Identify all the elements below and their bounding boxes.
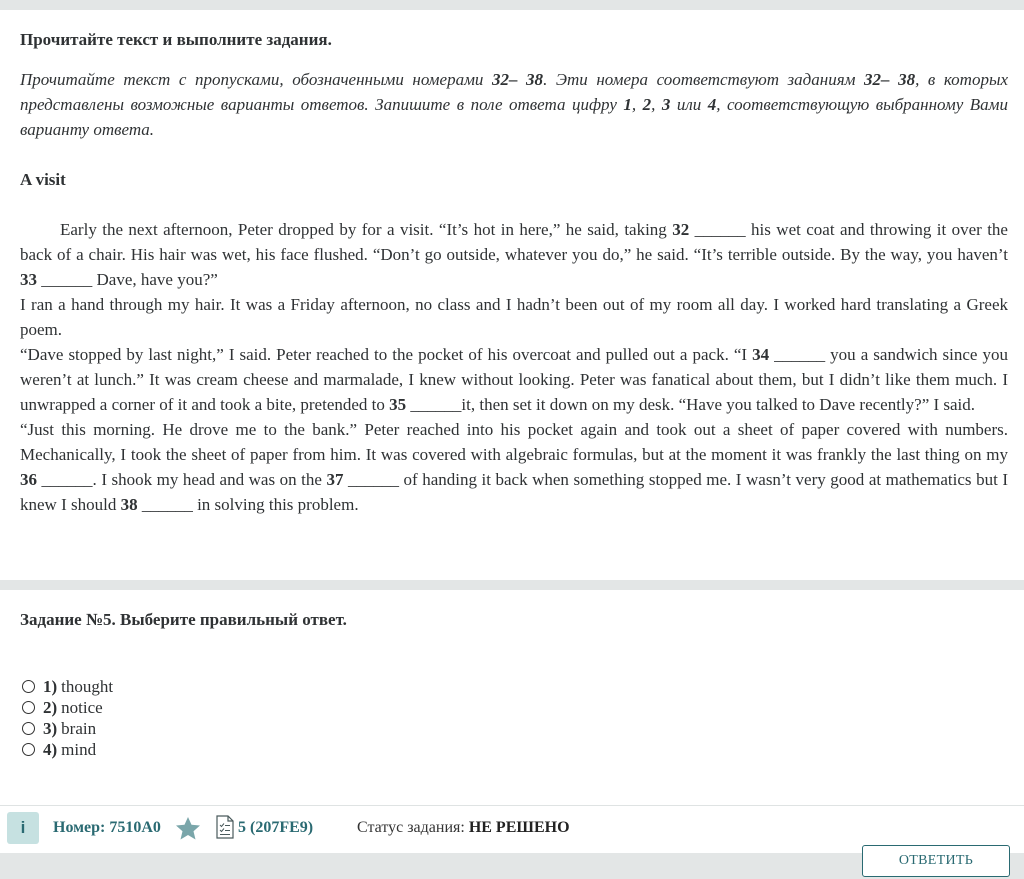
gap-number: 38	[120, 495, 138, 514]
option-text: brain	[61, 719, 97, 738]
intro-digit: 3	[661, 95, 671, 114]
story-text-run: ______it, then set it down on my desk. “Have you talked to Dave recently?” I said.	[406, 395, 976, 414]
option-text: notice	[61, 698, 103, 717]
story-paragraph	[20, 417, 1008, 517]
radio-button[interactable]	[22, 743, 35, 756]
story-text-run: ______ of handing it back when something stopped me. I wasn’t very good at mathematics but I knew I should	[20, 470, 1008, 514]
intro-text: Прочитайте текст с пропусками, обозначенными номерами	[20, 70, 492, 89]
story-text-run: “Dave stopped by last night,” I said. Peter reached to the pocket of his overcoat and pulled out a pack. “I	[20, 345, 753, 364]
story-paragraph	[20, 342, 1008, 417]
gap-number: 36	[20, 470, 37, 489]
story-text-run: ______. I shook my head and was on the	[37, 470, 327, 489]
variant-link[interactable]: 5 (207FE9)	[238, 819, 314, 836]
status-value: НЕ РЕШЕНО	[468, 819, 570, 836]
answer-options	[20, 676, 113, 760]
radio-button[interactable]	[22, 701, 35, 714]
story-text-run: Early the next afternoon, Peter dropped by for a visit. “It’s hot in here,” he said, taking	[60, 220, 673, 239]
task-status	[357, 819, 570, 837]
answer-option-2[interactable]	[20, 697, 113, 718]
intro-text: . Эти номера соответствуют заданиям	[543, 70, 865, 89]
top-strip	[0, 0, 1024, 10]
intro-digit: 4	[707, 95, 717, 114]
answer-button[interactable]: ОТВЕТИТЬ	[862, 845, 1010, 877]
intro-or: или	[670, 95, 708, 114]
gap-number: 37	[326, 470, 344, 489]
story-text-run: “Just this morning. He drove me to the bank.” Peter reached into his pocket again and took out a sheet of paper covered with numbers. Mechanically, I took the sheet of paper from him. It was covered with algebraic formulas, but at the moment it was frankly the last thing on my	[20, 420, 1008, 464]
intro-digit: 1	[623, 95, 632, 114]
intro-text: , в которых представлены возможные варианты ответов. Запишите в поле ответа цифру	[20, 70, 1009, 114]
answer-option-1[interactable]	[20, 676, 113, 697]
instruction-intro	[20, 67, 1008, 142]
story-text-run: ______ in solving this problem.	[137, 495, 359, 514]
status-label: Статус задания:	[357, 819, 465, 836]
option-number: 2)	[43, 698, 58, 717]
instruction-heading: Прочитайте текст и выполните задания.	[20, 30, 332, 49]
task-heading: Задание №5. Выберите правильный ответ.	[20, 610, 347, 629]
document-list-icon[interactable]	[215, 815, 235, 839]
gap-number: 34	[752, 345, 770, 364]
story-paragraph	[20, 217, 1008, 292]
intro-comma: ,	[651, 95, 662, 114]
gap-number: 35	[389, 395, 407, 414]
story-text-run: ______ Dave, have you?”	[37, 270, 218, 289]
intro-text: , соответствующую выбранному Вами варианту ответа.	[20, 95, 1009, 139]
story-text-run: ______ his wet coat and throwing it over the back of a chair. His hair was wet, his face flushed. “Don’t go outside, whatever you do,” he said. “It’s terrible outside. By the way, you haven’t	[20, 220, 1008, 264]
gap-number: 32	[672, 220, 690, 239]
intro-range: 32– 38	[864, 70, 916, 89]
task-number: Номер: 7510A0	[53, 819, 161, 836]
radio-button[interactable]	[22, 722, 35, 735]
answer-option-4[interactable]	[20, 739, 113, 760]
option-number: 1)	[43, 677, 58, 696]
option-text: thought	[61, 677, 114, 696]
intro-digit: 2	[642, 95, 652, 114]
gap-number: 33	[20, 270, 37, 289]
story-paragraph: I ran a hand through my hair. It was a Friday afternoon, no class and I hadn’t been out of my room all day. I worked hard translating a Greek poem.	[20, 295, 1008, 339]
intro-comma: ,	[631, 95, 643, 114]
intro-range: 32– 38	[491, 70, 544, 89]
story-text-run: ______ you a sandwich since you weren’t at lunch.” It was cream cheese and marmalade, I knew without looking. Peter was fanatical about them, but I didn’t like them much. I unwrapped a corner of it and took a bite, pretended to	[20, 345, 1008, 414]
reading-panel	[0, 10, 1024, 580]
option-number: 3)	[43, 719, 58, 738]
answer-option-3[interactable]	[20, 718, 113, 739]
text-title: A visit	[20, 170, 66, 189]
option-number: 4)	[43, 740, 58, 759]
option-text: mind	[61, 740, 97, 759]
star-icon[interactable]	[175, 816, 201, 841]
info-button[interactable]: i	[7, 812, 39, 844]
task-panel	[0, 590, 1024, 805]
radio-button[interactable]	[22, 680, 35, 693]
story-text	[20, 217, 1008, 517]
